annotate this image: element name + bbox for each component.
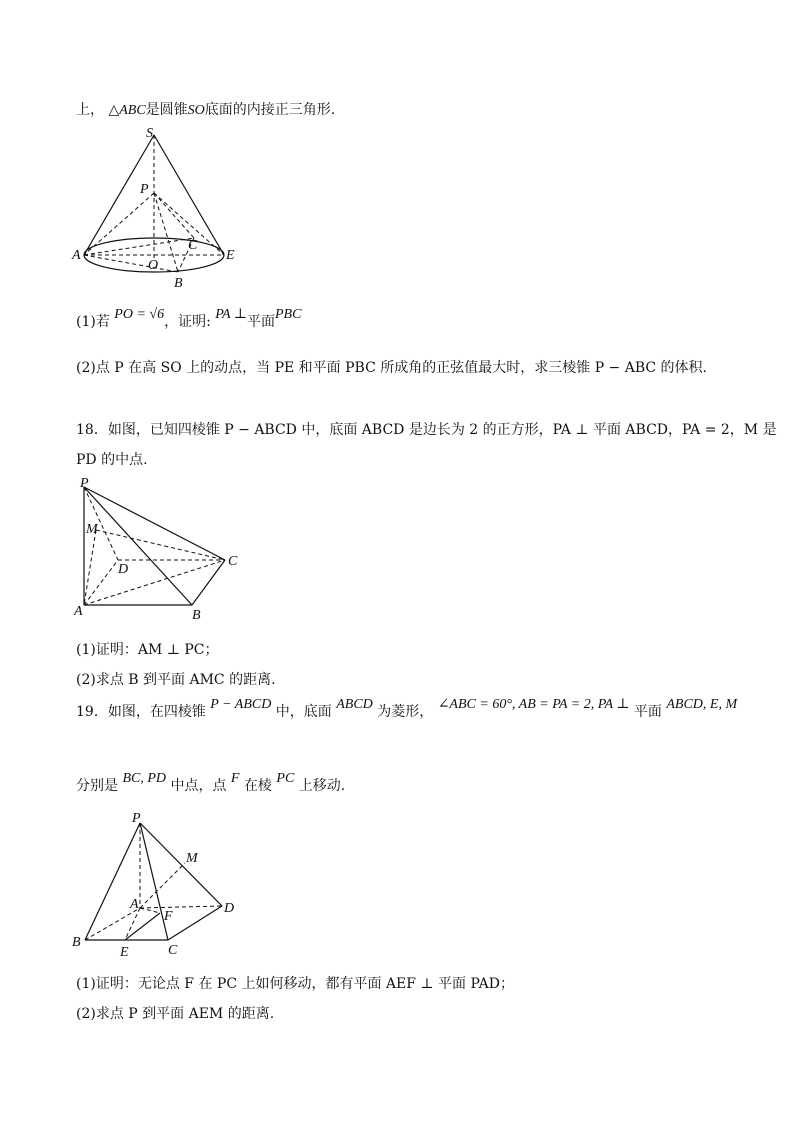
label-e: E [120,945,129,958]
q19-cond2: ABCD, E, M [666,697,738,712]
label-s: S [146,126,153,141]
label-b: B [192,608,201,623]
q19-line2 [76,771,346,797]
label-m: M [186,851,198,866]
intro-mid: 是圆锥 [145,102,188,118]
intro-line [76,100,335,121]
cone-so: SO [187,103,205,118]
q17-part2: (2)点 P 在高 SO 上的动点，当 PE 和平面 PBC 所成角的正弦值最大时，求三棱锥 P − ABC 的体积. [76,360,708,376]
q19-pyramid: P − ABCD [210,697,272,712]
label-d: D [224,901,235,916]
q18-line1: 18．如图，已知四棱锥 P − ABCD 中，底面 ABCD 是边长为 2 的正方形，PA ⊥ 平面 ABCD，PA = 2，M 是 [76,422,777,438]
q17-1-pre: (1)若 [76,314,110,330]
triangle-abc: △ABC [108,103,146,118]
q17-1-target: PBC [274,307,302,322]
q19-l2a: 分别是 [76,778,118,794]
q19-part1: (1)证明：无论点 F 在 PC 上如何移动，都有平面 AEF ⊥ 平面 PAD； [76,976,514,992]
q19-intro: 19．如图，在四棱锥 [76,704,206,720]
q19-mids: BC, PD [122,771,167,786]
label-m: M [86,522,98,537]
q19-mid1: 中，底面 [275,704,332,720]
q19-f: F [230,771,240,786]
label-f: F [164,909,173,924]
q17-1-claim: PA ⊥ [215,307,247,322]
label-b: B [174,276,183,291]
q19-cond: ∠ABC = 60°, AB = PA = 2, PA ⊥ [437,697,630,712]
q19-l2c: 在棱 [243,778,272,794]
label-p: P [80,476,89,491]
q17-1-mid: ，证明: [164,314,211,330]
q18-part1: (1)证明：AM ⊥ PC； [76,642,219,658]
pyramid-figure-18 [70,475,260,625]
q17-1-plane: 平面 [246,314,275,330]
label-o: O [148,258,159,273]
pyramid-figure-19 [70,808,255,958]
label-p: P [132,811,141,826]
q19-pc: PC [276,771,295,786]
label-p: P [140,182,149,197]
q17-part1 [76,307,302,333]
label-a: A [130,897,139,912]
q18-line2: PD 的中点. [76,452,148,468]
intro-prefix: 上， [76,102,104,118]
label-a: A [74,604,83,619]
q19-line1 [76,697,738,723]
q19-mid2: 为菱形， [377,704,434,720]
q19-l2d: 上移动. [298,778,346,794]
q19-part2: (2)求点 P 到平面 AEM 的距离. [76,1006,275,1022]
q19-plane: 平面 [633,704,662,720]
cone-figure [70,125,250,295]
label-c: C [228,554,238,569]
q19-l2b: 中点，点 [170,778,227,794]
q17-1-cond: PO = √6 [114,307,165,322]
label-e: E [226,248,235,263]
label-a: A [72,248,81,263]
label-d: D [118,562,129,577]
label-b: B [72,935,81,950]
label-c: C [168,943,178,958]
q18-part2: (2)求点 B 到平面 AMC 的距离. [76,672,276,688]
q19-base: ABCD [336,697,373,712]
label-c: C [188,238,198,253]
intro-suffix: 底面的内接正三角形. [204,102,336,118]
